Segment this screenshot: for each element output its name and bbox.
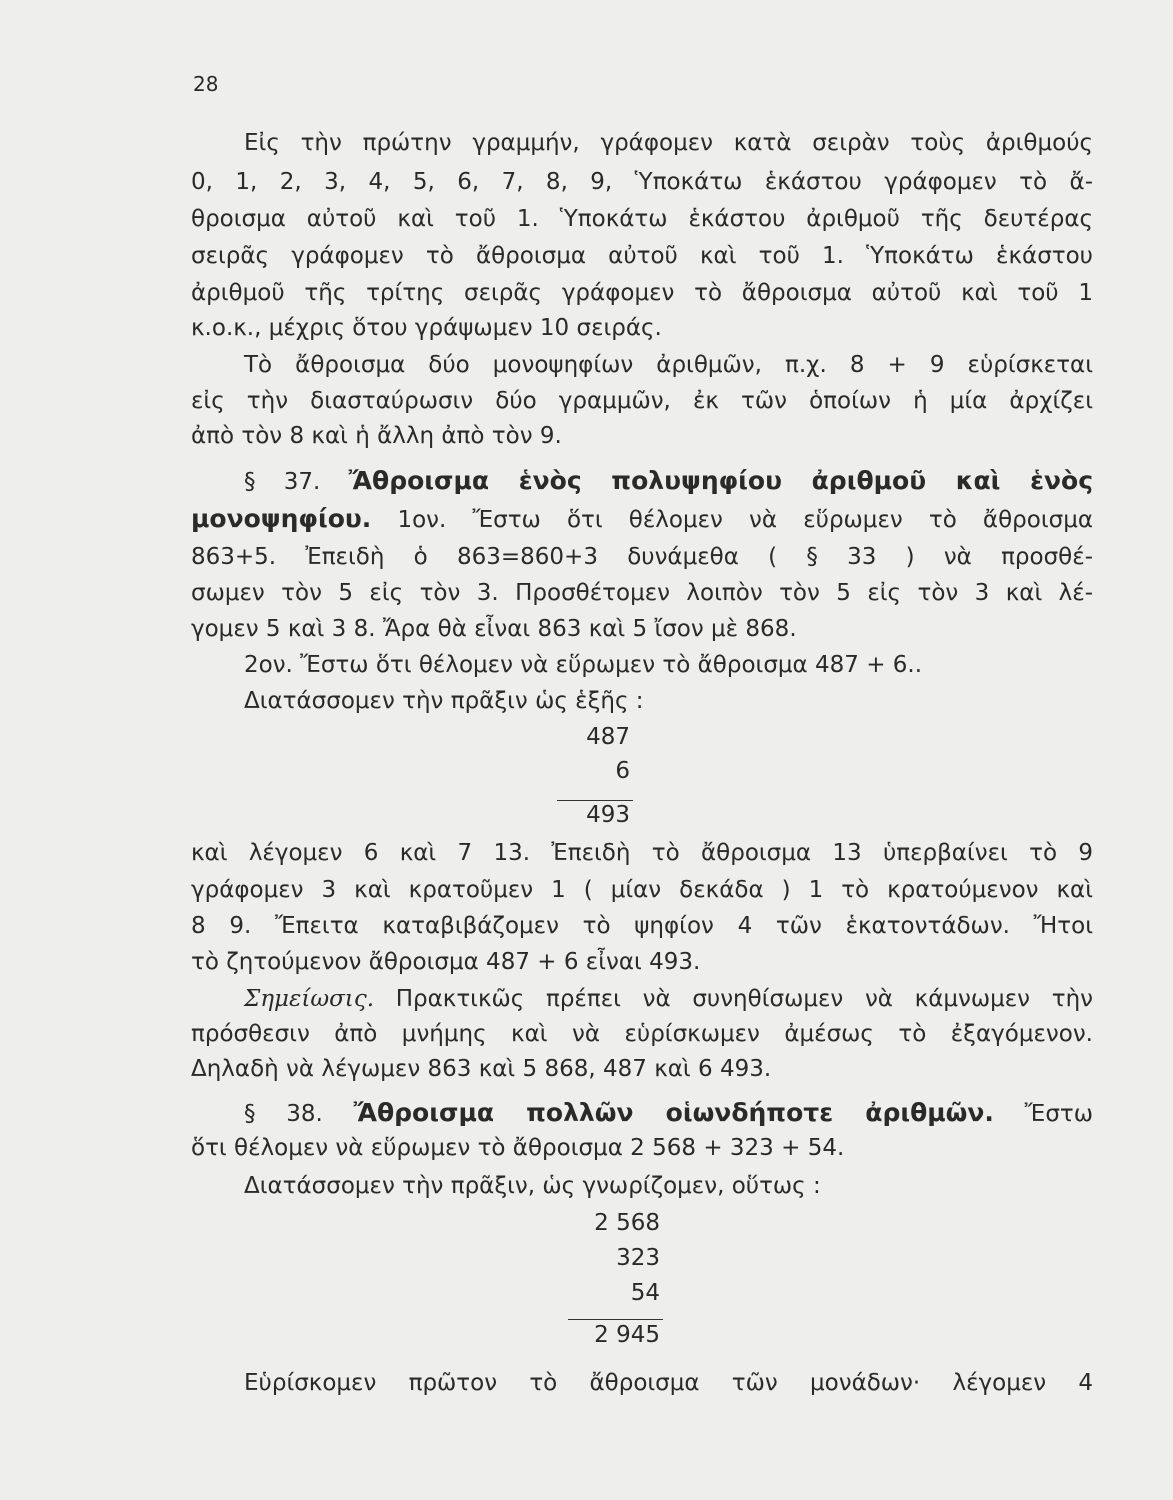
text-line: καὶ λέγομεν 6 καὶ 7 13. Ἐπειδὴ τὸ ἄθροισμα 13 ὑπερβαίνει τὸ 9: [191, 840, 1093, 866]
text-line: ἀριθμοῦ τῆς τρίτης σειρᾶς γράφομεν τὸ ἄθροισμα αὐτοῦ καὶ τοῦ 1: [191, 280, 1093, 306]
text-line: ἀπὸ τὸν 8 καὶ ἡ ἄλλη ἀπὸ τὸν 9.: [191, 423, 562, 449]
text-line: εἰς τὴν διασταύρωσιν δύο γραμμῶν, ἐκ τῶν ὁποίων ἡ μία ἀρχίζει: [191, 388, 1093, 414]
text-line: Διατάσσομεν τὴν πρᾶξιν, ὡς γνωρίζομεν, οὕτως :: [244, 1173, 821, 1199]
text-line: 8 9. Ἔπειτα καταβιβάζομεν τὸ ψηφίον 4 τῶν ἑκατοντάδων. Ἤτοι: [191, 913, 1093, 939]
text-line: Δηλαδὴ νὰ λέγωμεν 863 καὶ 5 868, 487 καὶ 6 493.: [191, 1056, 772, 1082]
addend: 487: [586, 724, 630, 750]
addend: 6: [615, 758, 630, 784]
section-heading-38: [244, 1098, 1093, 1129]
text-line: 863+5. Ἐπειδὴ ὁ 863=860+3 δυνάμεθα ( § 33 ) νὰ προσθέ-: [191, 544, 1093, 570]
text-line: Εἰς τὴν πρώτην γραμμήν, γράφομεν κατὰ σειρὰν τοὺς ἀριθμούς: [244, 130, 1093, 156]
text-line: πρόσθεσιν ἀπὸ μνήμης καὶ νὰ εὑρίσκωμεν ἀμέσως τὸ ἐξαγόμενον.: [191, 1021, 1093, 1047]
note-label: Σημείωσις.: [244, 986, 375, 1012]
text-span: Πρακτικῶς πρέπει νὰ συνηθίσωμεν νὰ κάμνωμεν τὴν: [395, 986, 1093, 1012]
text-line: θροισμα αὐτοῦ καὶ τοῦ 1. Ὑποκάτω ἑκάστου ἀριθμοῦ τῆς δευτέρας: [191, 206, 1093, 232]
text-line: σωμεν τὸν 5 εἰς τὸν 3. Προσθέτομεν λοιπὸν τὸν 5 εἰς τὸν 3 καὶ λέ-: [191, 580, 1093, 606]
text-line: [191, 504, 1093, 535]
text-span: 1ον. Ἔστω ὅτι θέλομεν νὰ εὕρωμεν τὸ ἄθροισμα: [397, 507, 1093, 533]
text-line: 0, 1, 2, 3, 4, 5, 6, 7, 8, 9, Ὑποκάτω ἑκάστου γράφομεν τὸ ἄ-: [191, 169, 1093, 195]
text-line: κ.ο.κ., μέχρις ὅτου γράψωμεν 10 σειράς.: [191, 315, 662, 341]
section-title-cont: μονοψηφίου.: [191, 504, 372, 533]
text-line: σειρᾶς γράφομεν τὸ ἄθροισμα αὐτοῦ καὶ τοῦ 1. Ὑποκάτω ἑκάστου: [191, 243, 1093, 269]
text-line: 2ον. Ἔστω ὅτι θέλομεν νὰ εὕρωμεν τὸ ἄθροισμα 487 + 6..: [244, 652, 923, 678]
section-title: Ἄθροισμα πολλῶν οἱωνδήποτε ἀριθμῶν.: [353, 1098, 994, 1127]
section-title: Ἄθροισμα ἑνὸς πολυψηφίου ἀριθμοῦ καὶ ἑνὸς: [348, 466, 1094, 495]
text-line: Τὸ ἄθροισμα δύο μονοψηφίων ἀριθμῶν, π.χ. 8 + 9 εὑρίσκεται: [244, 352, 1093, 378]
section-heading-37: [244, 466, 1093, 497]
text-line: γομεν 5 καὶ 3 8. Ἄρα θὰ εἶναι 863 καὶ 5 ἴσον μὲ 868.: [191, 616, 797, 642]
text-line: Εὑρίσκομεν πρῶτον τὸ ἄθροισμα τῶν μονάδων· λέγομεν 4: [244, 1370, 1093, 1396]
section-number: § 37.: [244, 469, 321, 495]
text-line: Διατάσσομεν τὴν πρᾶξιν ὡς ἑξῆς :: [244, 688, 644, 714]
addend: 2 568: [594, 1210, 660, 1236]
sum-value: 2 945: [594, 1322, 660, 1348]
text-line: ὅτι θέλομεν νὰ εὕρωμεν τὸ ἄθροισμα 2 568 + 323 + 54.: [191, 1135, 845, 1161]
addend: 323: [616, 1245, 660, 1271]
text-span: Ἔστω: [1024, 1101, 1094, 1127]
text-line: τὸ ζητούμενον ἄθροισμα 487 + 6 εἶναι 493.: [191, 949, 701, 975]
page-number: 28: [193, 72, 219, 96]
text-line: [244, 984, 1093, 1014]
addend: 54: [630, 1280, 660, 1306]
section-number: § 38.: [244, 1101, 323, 1127]
sum-value: 493: [586, 802, 630, 828]
text-line: γράφομεν 3 καὶ κρατοῦμεν 1 ( μίαν δεκάδα ) 1 τὸ κρατούμενον καὶ: [191, 877, 1093, 903]
